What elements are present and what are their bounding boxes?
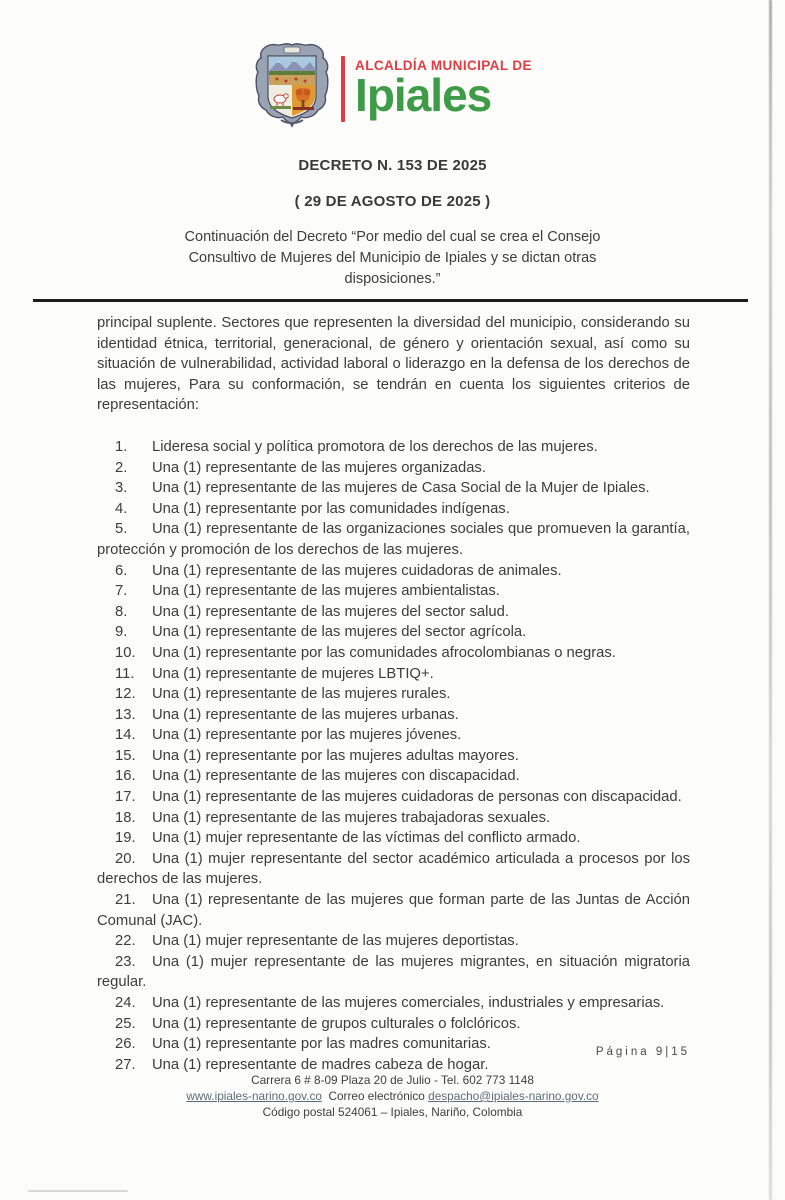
list-item-text: Una (1) representante de mujeres LBTIQ+. [152,665,434,682]
list-item [97,931,690,952]
list-item [97,437,690,458]
list-item-text: Una (1) representante de las mujeres trabajadoras sexuales. [152,809,551,826]
list-item-text: Lideresa social y política promotora de los derechos de las mujeres. [152,438,598,455]
list-item [97,849,690,890]
list-item-text: Una (1) representante de las mujeres organizadas. [152,459,486,476]
list-item [97,643,690,664]
list-item-text: Una (1) representante de las mujeres comerciales, industriales y empresarias. [152,995,665,1011]
list-item-number: 15. [115,747,136,764]
list-item [97,602,690,623]
footer-website-link[interactable]: www.ipiales-narino.gov.co [186,1089,322,1103]
list-item-number: 22. [115,933,136,950]
list-item [97,705,690,726]
list-item-number: 4. [115,500,128,517]
logo-city-name: Ipiales [355,69,492,122]
list-item-number: 19. [115,830,136,847]
list-item [97,746,690,767]
list-item-number: 2. [115,459,128,476]
scan-smudge-artifact [28,1190,128,1192]
list-item-number: 10. [115,644,136,661]
decree-body [97,313,690,1075]
list-item-number: 7. [115,583,128,600]
list-item-number: 9. [115,624,128,641]
list-item-number: 21. [115,892,136,909]
list-item-number: 3. [115,480,128,497]
list-item-text: Una (1) mujer representante del sector académico articulada a procesos por los derechos de las mujeres. [97,850,690,888]
list-item-text: Una (1) representante de las mujeres del sector salud. [152,603,509,620]
list-item-text: Una (1) mujer representante de las víctimas del conflicto armado. [152,830,581,847]
decree-continuation-note: Continuación del Decreto “Por medio del cual se crea el Consejo Consultivo de Mujeres del Municipio de Ipiales y se dictan otras disposiciones.” [184,229,601,287]
list-item-number: 6. [115,562,128,579]
list-item-number: 5. [115,521,128,538]
list-item [97,1014,690,1035]
list-item-number: 11. [115,665,135,682]
logo-divider [341,56,345,122]
list-item-number: 18. [115,809,136,826]
list-item-text: Una (1) representante de las mujeres con discapacidad. [152,768,520,785]
list-item [97,622,690,643]
list-item-text: Una (1) representante de las mujeres que forman parte de las Juntas de Acción Comunal (JAC). [97,892,690,929]
list-item [97,766,690,787]
list-item-text: Una (1) representante por las mujeres adultas mayores. [152,747,519,764]
list-item-text: Una (1) representante de las mujeres rurales. [152,686,451,703]
list-item [97,993,690,1014]
scan-streak-artifact [769,0,772,1200]
footer-email-label: Correo electrónico [328,1089,425,1103]
list-item [97,684,690,705]
list-item [97,664,690,685]
list-item-number: 25. [115,1015,136,1032]
list-item [97,478,690,499]
list-item [97,725,690,746]
list-item [97,808,690,829]
list-item-number: 8. [115,603,128,620]
list-item-text: Una (1) representante por las madres comunitarias. [152,1036,491,1053]
list-item-text: Una (1) representante de las mujeres urbanas. [152,706,459,723]
list-item [97,561,690,582]
list-item-number: 14. [115,727,136,744]
list-item [97,828,690,849]
list-item-text: Una (1) representante de las organizaciones sociales que promueven la garantía, protección y promoción de los derechos de las mujeres. [97,521,690,558]
decree-title: DECRETO N. 153 DE 2025 [298,157,487,174]
list-item [97,952,690,993]
list-item-text: Una (1) representante de madres cabeza de hogar. [152,1056,489,1073]
list-item-text: Una (1) representante de las mujeres de Casa Social de la Mujer de Ipiales. [152,480,650,497]
list-item-text: Una (1) representante por las comunidades indígenas. [152,500,510,517]
list-item-text: Una (1) representante por las mujeres jóvenes. [152,727,462,744]
list-item-text: Una (1) representante de grupos culturales o folclóricos. [152,1015,521,1032]
list-item-number: 26. [115,1036,136,1053]
footer-contact-line [0,1088,785,1104]
list-item [97,458,690,479]
list-item [97,787,690,808]
list-item [97,519,690,560]
municipality-logo [0,0,785,135]
ipiales-coat-of-arms-icon [253,42,331,135]
list-item-text: Una (1) representante de las mujeres del sector agrícola. [152,624,527,641]
list-item-text: Una (1) mujer representante de las mujeres migrantes, en situación migratoria regular. [97,953,690,991]
header-divider-rule [33,299,748,302]
list-item [97,890,690,931]
list-item-number: 1. [115,438,128,455]
list-item-text: Una (1) representante de las mujeres ambientalistas. [152,583,500,600]
list-item-number: 13. [115,706,136,723]
footer-address: Carrera 6 # 8-09 Plaza 20 de Julio - Tel. 602 773 1148 [251,1073,534,1087]
list-item-number: 23. [115,953,136,970]
document-footer [0,1072,785,1120]
list-item-text: Una (1) representante por las comunidades afrocolombianas o negras. [152,644,616,661]
list-item-number: 16. [115,768,136,785]
representation-criteria-list [97,437,690,1075]
list-item-text: Una (1) mujer representante de las mujeres deportistas. [152,933,519,950]
list-item-text: Una (1) representante de las mujeres cuidadoras de animales. [152,562,562,579]
footer-email-link[interactable]: despacho@ipiales-narino.gov.co [428,1089,599,1103]
list-item-number: 24. [115,995,136,1011]
list-item-number: 12. [115,686,136,703]
decree-date: ( 29 DE AGOSTO DE 2025 ) [294,193,491,210]
list-item-number: 27. [115,1056,136,1073]
intro-paragraph: principal suplente. Sectores que representen la diversidad del municipio, considerando su identidad étnica, territorial, generacional, de género y orientación sexual, así como su situación de vulnerabilidad, actividad laboral o liderazgo en la defensa de los derechos de las mujeres, Para su conformación, se tendrán en cuenta los siguientes criterios de representación: [97,315,690,414]
page-number: Página 9|15 [595,1046,690,1058]
list-item [97,499,690,520]
list-item [97,581,690,602]
footer-postal: Código postal 524061 – Ipiales, Nariño, Colombia [262,1105,523,1119]
list-item-number: 17. [115,789,136,806]
list-item-text: Una (1) representante de las mujeres cuidadoras de personas con discapacidad. [152,789,682,806]
logo-top-label: ALCALDÍA MUNICIPAL DE [355,57,532,73]
list-item-number: 20. [115,850,136,867]
